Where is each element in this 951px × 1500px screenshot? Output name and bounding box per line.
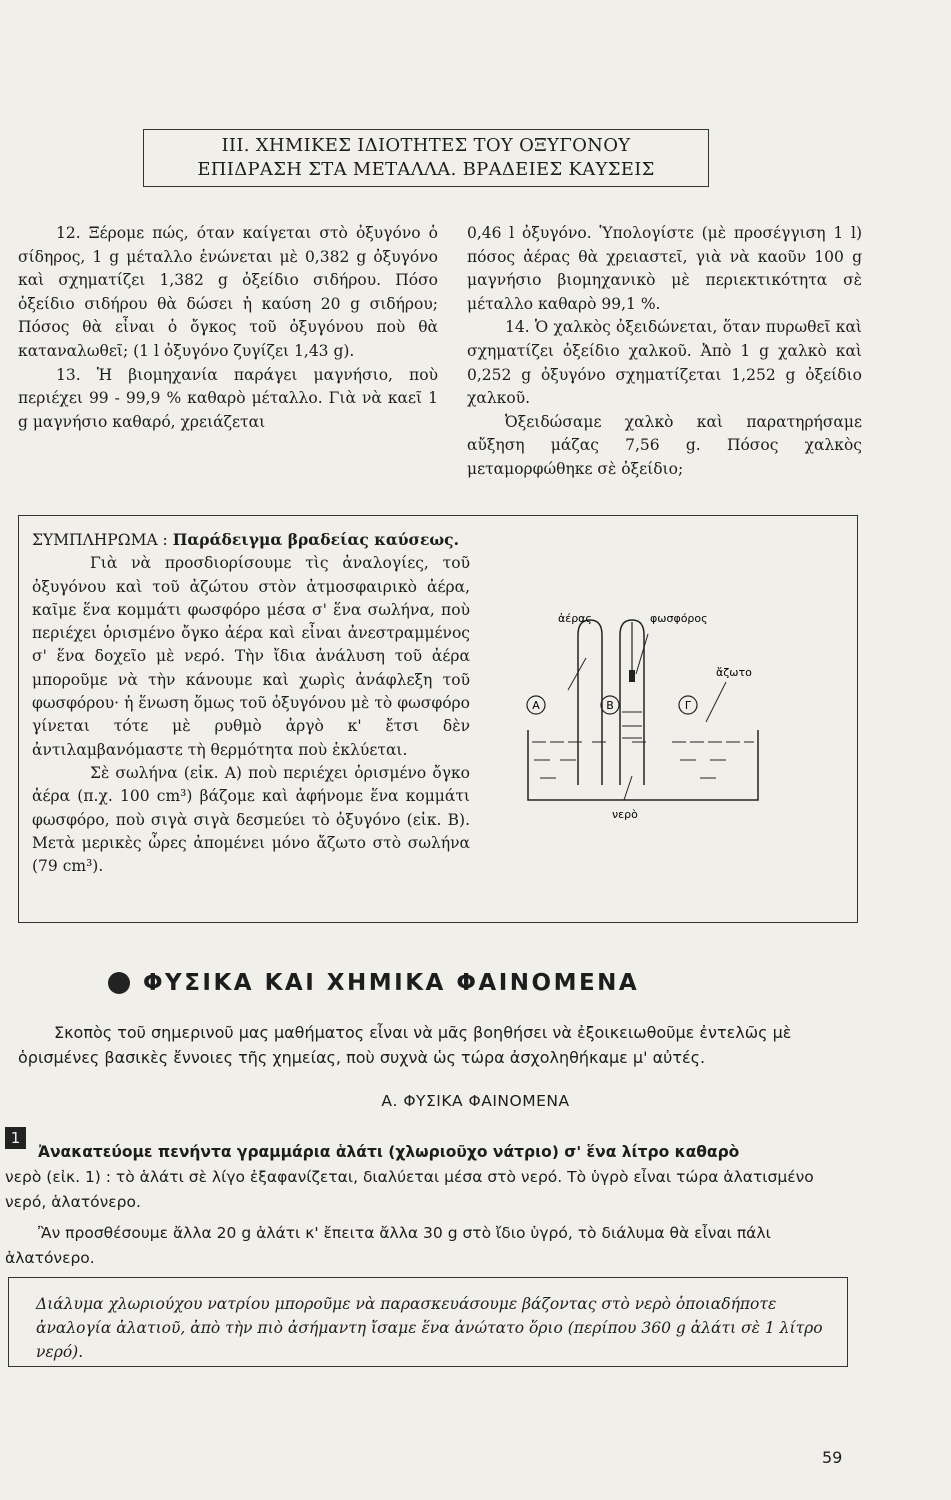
label-air: ἀέρας [558, 612, 592, 625]
right-column [467, 222, 862, 482]
item-1-lead: Ἀνακατεύομε πενήντα γραμμάρια ἁλάτι (χλωριοῦχο νάτριο) σ' ἕνα λίτρο καθαρὸ [38, 1143, 740, 1161]
section-title: ΦΥΣΙΚΑ ΚΑΙ ΧΗΜΙΚΑ ΦΑΙΝΟΜΕΝΑ [143, 970, 640, 996]
supplement-paragraph-1: Γιὰ νὰ προσδιορίσουμε τὶς ἀναλογίες, τοῦ ὀξυγόνου καὶ τοῦ ἀζώτου στὸν ἀτμοσφαιρικὸ ἀέρα, καῖμε ἕνα κομμάτι φωσφόρο μέσα σ' ἕνα σωλήνα, ποὺ περιέχει ὁρισμένο ὄγκο ἀέρα καὶ εἶναι ἀνεστραμμένος σ' ἕνα δοχεῖο μὲ νερό. Τὴν ἴδια ἀνάλυση τοῦ ἀέρα μποροῦμε νὰ τὴν κάνουμε καὶ χωρὶς ἀνάφλεξη τοῦ φωσφόρου· ἡ ἕνωση ὅμως τοῦ ὀξυγόνου μὲ τὸ φωσφόρο γίνεται τότε μὲ ρυθμὸ ἀργὸ κ' ἔτσι δὲν ἀντιλαμβανόμαστε τὴ θερμότητα ποὺ ἐκλύεται. [32, 554, 470, 759]
supplement-label: ΣΥΜΠΛΗΡΩΜΑ : [32, 531, 168, 549]
supplement-text [32, 528, 470, 878]
leader-air [568, 658, 586, 690]
exercise-13: 13. Ἡ βιομηχανία παράγει μαγνήσιο, ποὺ περιέχει 99 - 99,9 % καθαρὸ μέταλλο. Γιὰ νὰ καεῖ 1 g μαγνήσιο καθαρό, χρειάζεται [18, 365, 438, 431]
tube-a [578, 620, 602, 785]
supplement-title: Παράδειγμα βραδείας καύσεως. [172, 530, 459, 549]
section-intro [18, 1020, 848, 1070]
phosphorus-tube-diagram [520, 600, 770, 830]
label-nitrogen: ἄζωτο [716, 666, 752, 679]
subsection-title: Α. ΦΥΣΙΚΑ ΦΑΙΝΟΜΕΝΑ [381, 1092, 570, 1110]
chapter-title-line1: III. ΧΗΜΙΚΕΣ ΙΔΙΟΤΗΤΕΣ ΤΟΥ ΟΞΥΓΟΝΟΥ [221, 135, 631, 156]
chapter-title-line2: ΕΠΙΔΡΑΣΗ ΣΤΑ ΜΕΤΑΛΛΑ. ΒΡΑΔΕΙΕΣ ΚΑΥΣΕΙΣ [197, 159, 655, 180]
water-basin [528, 730, 758, 800]
left-column [18, 222, 438, 434]
label-c: Γ [684, 699, 692, 712]
label-a: Α [532, 699, 540, 712]
section-bullet-icon [108, 972, 130, 994]
item-number-badge: 1 [5, 1127, 26, 1149]
leader-phosphorus [636, 634, 648, 674]
exercise-13-continued: 0,46 l ὀξυγόνο. Ὑπολογίστε (μὲ προσέγγιση 1 l) πόσος ἀέρας θὰ χρειαστεῖ, γιὰ νὰ καοῦν 100 g μαγνήσιο βιομηχανικὸ μὲ περιεκτικότητα σὲ μέταλλο καθαρὸ 99,1 %. [467, 224, 862, 313]
item-1-text: νερὸ (εἰκ. 1) : τὸ ἁλάτι σὲ λίγο ἐξαφανίζεται, διαλύεται μέσα στὸ νερό. Τὸ ὑγρὸ εἶναι τώρα ἁλατισμένο νερό, ἁλατόνερο. [5, 1168, 814, 1211]
phosphorus-piece [629, 670, 635, 682]
supplement-paragraph-2: Σὲ σωλήνα (εἰκ. Α) ποὺ περιέχει ὁρισμένο ὄγκο ἀέρα (π.χ. 100 cm³) βάζομε καὶ ἀφήνομε ἕνα κομμάτι φωσφόρο, ποὺ σιγὰ σιγὰ δεσμεύει τὸ ὀξυγόνο (εἰκ. Β). Μετὰ μερικὲς ὧρες ἀπομένει μόνο ἄζωτο στὸ σωλήνα (79 cm³). [32, 763, 470, 876]
note-text: Διάλυμα χλωριούχου νατρίου μποροῦμε νὰ παρασκευάσουμε βάζοντας στὸ νερὸ ὁποιαδήποτε ἀναλογία ἁλατιοῦ, ἀπὸ τὴν πιὸ ἀσήμαντη ἴσαμε ἕνα ἀνώτατο ὅριο (περίπου 360 g ἁλάτι σὲ 1 λίτρο νερό). [36, 1295, 823, 1361]
label-phosphorus: φωσφόρος [650, 612, 708, 625]
exercise-14: 14. Ὁ χαλκὸς ὀξειδώνεται, ὅταν πυρωθεῖ καὶ σχηματίζει ὀξείδιο χαλκοῦ. Ἀπὸ 1 g χαλκὸ καὶ 0,252 g ὀξυγόνο σχηματίζεται 1,252 g ὀξείδιο χαλκοῦ. [467, 318, 862, 408]
label-b: Β [606, 699, 614, 712]
exercise-14-question: Ὀξειδώσαμε χαλκὸ καὶ παρατηρήσαμε αὔξηση μάζας 7,56 g. Πόσος χαλκὸς μεταμορφώθηκε σὲ ὀξείδιο; [467, 412, 862, 478]
label-water: νερὸ [612, 808, 638, 821]
item-1 [5, 1140, 850, 1271]
exercise-12: 12. Ξέρομε πώς, όταν καίγεται στὸ ὀξυγόνο ὁ σίδηρος, 1 g μέταλλο ἑνώνεται μὲ 0,382 g ὀξυγόνο καὶ σχηματίζει 1,382 g ὀξείδιο σιδήρου. Πόσο ὀξείδιο σιδήρου θὰ δώσει ἡ καύση 20 g σιδήρου; Πόσος θὰ εἶναι ὁ ὄγκος τοῦ ὀξυγόνου ποὺ θὰ καταναλωθεῖ; (1 l ὀξυγόνο ζυγίζει 1,43 g). [18, 224, 438, 360]
supplement-heading [32, 528, 470, 552]
water-surface [532, 742, 754, 778]
leader-water [624, 776, 632, 800]
page-number: 59 [822, 1448, 843, 1467]
section-intro-text: Σκοπὸς τοῦ σημερινοῦ μας μαθήματος εἶναι νὰ μᾶς βοηθήσει νὰ ἐξοικειωθοῦμε ἐντελῶς μὲ ὁρισμένες βασικὲς ἔννοιες τῆς χημείας, ποὺ συχνὰ ὡς τώρα ἀσχοληθήκαμε μ' αὐτές. [18, 1023, 792, 1067]
chapter-title-box [143, 129, 709, 187]
leader-nitrogen [706, 682, 726, 722]
item-1-paragraph-2: Ἂν προσθέσουμε ἄλλα 20 g ἁλάτι κ' ἔπειτα ἄλλα 30 g στὸ ἴδιο ὑγρό, τὸ διάλυμα θὰ εἶναι πάλι ἁλατόνερο. [5, 1224, 771, 1267]
